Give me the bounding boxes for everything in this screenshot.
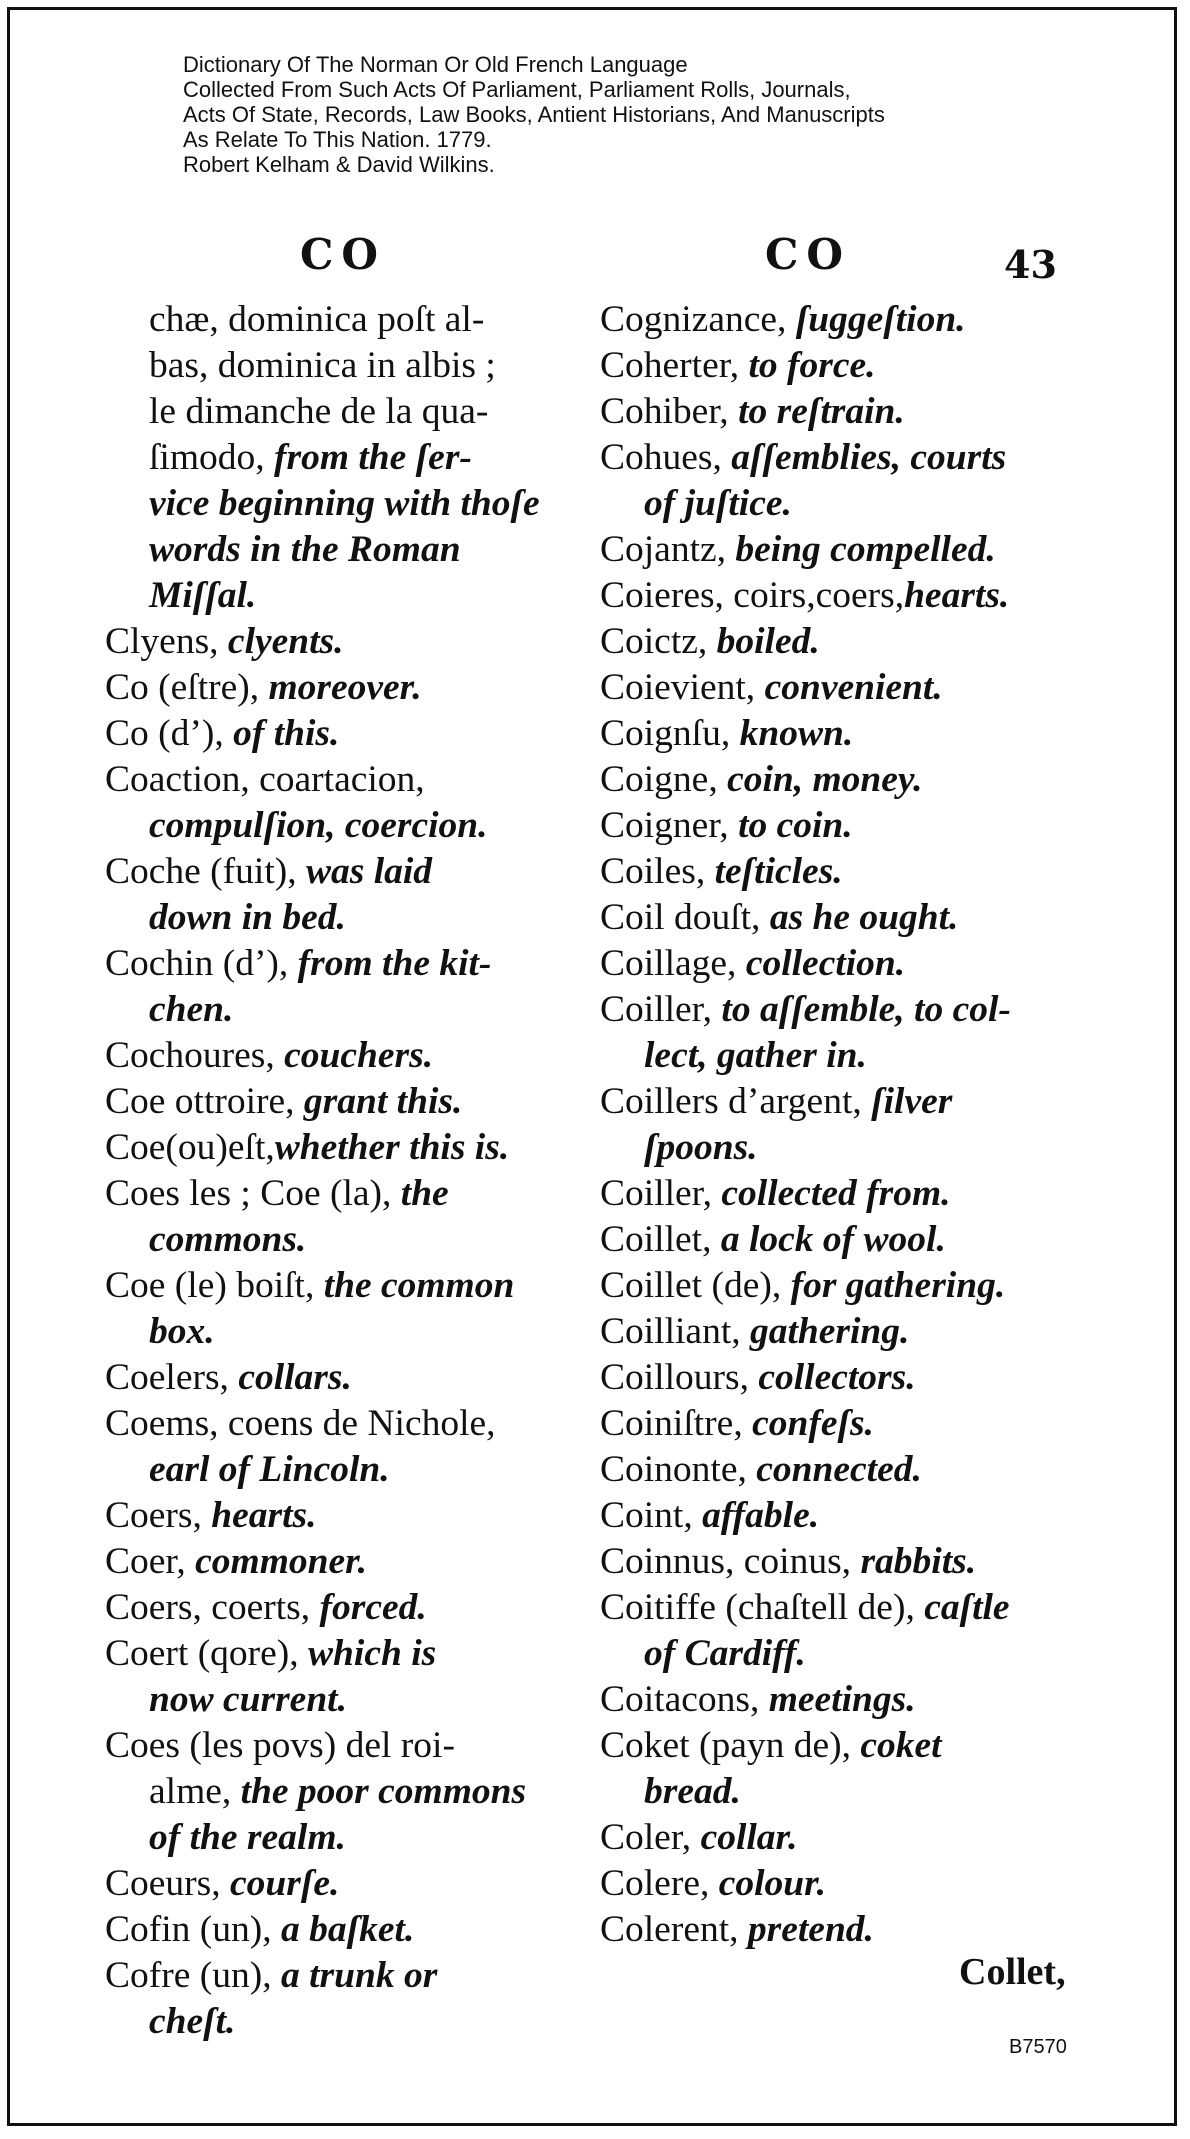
dictionary-line — [600, 1769, 1080, 1815]
definition: was laid — [305, 851, 433, 892]
dictionary-line — [600, 1447, 1080, 1493]
definition: ſuggeſtion. — [795, 299, 966, 340]
page-number: 43 — [1004, 242, 1057, 287]
dictionary-line — [600, 1217, 1080, 1263]
headword: Coinonte, — [600, 1449, 757, 1490]
dictionary-line — [600, 1585, 1080, 1631]
headword: Coiller, — [600, 989, 722, 1030]
definition: compulſion, coercion. — [149, 805, 488, 846]
definition: as he ought. — [769, 897, 959, 938]
headword: Colere, — [600, 1863, 719, 1904]
headword: Coictz, — [600, 621, 717, 662]
headword: Coe ottroire, — [105, 1081, 304, 1122]
dictionary-line — [105, 803, 570, 849]
definition: words in the Roman — [149, 529, 461, 570]
definition: to coin. — [738, 805, 853, 846]
dictionary-line — [105, 1447, 570, 1493]
definition: box. — [149, 1311, 215, 1352]
definition: teſticles. — [714, 851, 843, 892]
header-line: Acts Of State, Records, Law Books, Antient Historians, And Manuscripts — [183, 102, 885, 127]
headword: Co (d’), — [105, 713, 234, 754]
dictionary-line — [105, 1079, 570, 1125]
definition: commons. — [149, 1219, 307, 1260]
definition: lect, gather in. — [644, 1035, 867, 1076]
dictionary-line — [600, 1079, 1080, 1125]
headword: Coaction, coartacion, — [105, 759, 425, 800]
headword: Coillet (de), — [600, 1265, 791, 1306]
definition: to reſtrain. — [738, 391, 905, 432]
dictionary-line — [600, 1125, 1080, 1171]
left-column — [105, 297, 570, 2045]
dictionary-line — [105, 1585, 570, 1631]
dictionary-line — [105, 1493, 570, 1539]
definition: hearts. — [211, 1495, 317, 1536]
headword: Coievient, — [600, 667, 765, 708]
headword: Cofre (un), — [105, 1955, 281, 1996]
definition: to aſſemble, to col- — [721, 989, 1011, 1030]
definition: pretend. — [747, 1909, 874, 1950]
catalog-id: B7570 — [1009, 2036, 1067, 2058]
definition: chen. — [149, 989, 234, 1030]
headword: ſimodo, — [149, 437, 275, 478]
dictionary-line — [105, 1263, 570, 1309]
dictionary-line — [600, 1309, 1080, 1355]
header-line: Collected From Such Acts Of Parliament, Parliament Rolls, Journals, — [183, 77, 851, 102]
headword: Coillet, — [600, 1219, 721, 1260]
dictionary-line — [600, 1401, 1080, 1447]
headword: Coilliant, — [600, 1311, 750, 1352]
dictionary-line — [600, 803, 1080, 849]
definition: Miſſal. — [149, 575, 257, 616]
headword: Cochoures, — [105, 1035, 285, 1076]
dictionary-line — [105, 573, 570, 619]
dictionary-line — [600, 1631, 1080, 1677]
dictionary-line — [105, 895, 570, 941]
headword: Coler, — [600, 1817, 701, 1858]
headword: Coherter, — [600, 345, 749, 386]
dictionary-line — [600, 1033, 1080, 1079]
headword: Cohues, — [600, 437, 732, 478]
definition: collected from. — [721, 1173, 951, 1214]
dictionary-line — [105, 665, 570, 711]
headword: Coinnus, coinus, — [600, 1541, 861, 1582]
definition: bread. — [644, 1771, 741, 1812]
dictionary-line — [105, 481, 570, 527]
headword: Coes les ; Coe (la), — [105, 1173, 401, 1214]
headword: Coigne, — [600, 759, 728, 800]
dictionary-line — [600, 435, 1080, 481]
dictionary-line — [600, 1355, 1080, 1401]
definition: collars. — [238, 1357, 352, 1398]
header-note — [183, 52, 885, 177]
headword: Coieres, coirs,coers, — [600, 575, 905, 616]
definition: affable. — [702, 1495, 820, 1536]
dictionary-line — [105, 1401, 570, 1447]
headword: Coelers, — [105, 1357, 239, 1398]
headword: Coitiffe (chaſtell de), — [600, 1587, 925, 1628]
definition: caſtle — [924, 1587, 1010, 1628]
running-head-right: CO — [765, 230, 852, 279]
dictionary-line — [105, 435, 570, 481]
headword: Coems, coens de Nichole, — [105, 1403, 496, 1444]
definition: a trunk or — [280, 1955, 438, 1996]
definition: of the realm. — [149, 1817, 346, 1858]
dictionary-line — [600, 481, 1080, 527]
dictionary-line — [600, 1861, 1080, 1907]
definition: which is — [308, 1633, 437, 1674]
dictionary-line — [105, 757, 570, 803]
dictionary-line — [600, 1539, 1080, 1585]
definition: colour. — [718, 1863, 827, 1904]
definition: of juſtice. — [644, 483, 792, 524]
definition: vice beginning with thoſe — [149, 483, 540, 524]
definition: a baſket. — [281, 1909, 415, 1950]
definition: for gathering. — [790, 1265, 1006, 1306]
dictionary-line — [600, 1723, 1080, 1769]
dictionary-line — [600, 1263, 1080, 1309]
dictionary-line — [600, 573, 1080, 619]
definition: to force. — [748, 345, 876, 386]
definition: courſe. — [230, 1863, 340, 1904]
definition: rabbits. — [860, 1541, 977, 1582]
headword: Coert (qore), — [105, 1633, 309, 1674]
headword: Coignſu, — [600, 713, 740, 754]
headword: Coiniſtre, — [600, 1403, 753, 1444]
dictionary-line — [600, 849, 1080, 895]
headword: Coe (le) boiſt, — [105, 1265, 324, 1306]
definition: clyents. — [227, 621, 344, 662]
definition: couchers. — [284, 1035, 434, 1076]
definition: ſilver — [871, 1081, 953, 1122]
dictionary-line — [105, 1907, 570, 1953]
dictionary-line — [105, 343, 570, 389]
definition: forced. — [319, 1587, 427, 1628]
definition: now current. — [149, 1679, 347, 1720]
dictionary-line — [600, 895, 1080, 941]
dictionary-line — [105, 1125, 570, 1171]
definition: connected. — [756, 1449, 922, 1490]
definition: down in bed. — [149, 897, 346, 938]
headword: le dimanche de la qua- — [149, 391, 489, 432]
dictionary-line — [600, 1493, 1080, 1539]
definition: being compelled. — [735, 529, 996, 570]
headword: Coers, — [105, 1495, 212, 1536]
headword: Cohiber, — [600, 391, 739, 432]
dictionary-line — [105, 527, 570, 573]
dictionary-line — [105, 1539, 570, 1585]
headword: Coint, — [600, 1495, 703, 1536]
definition: of Cardiff. — [644, 1633, 806, 1674]
headword: Coillours, — [600, 1357, 759, 1398]
dictionary-line — [105, 1999, 570, 2045]
definition: cheſt. — [149, 2001, 236, 2042]
headword: Coe(ou)eſt, — [105, 1127, 275, 1168]
definition: moreover. — [268, 667, 422, 708]
dictionary-line — [600, 757, 1080, 803]
dictionary-line — [600, 1171, 1080, 1217]
dictionary-line — [105, 1769, 570, 1815]
dictionary-line — [105, 1309, 570, 1355]
headword: Coes (les povs) del roi- — [105, 1725, 455, 1766]
definition: of this. — [233, 713, 340, 754]
headword: Cognizance, — [600, 299, 796, 340]
definition: aſſemblies, courts — [731, 437, 1007, 478]
definition: the common — [323, 1265, 515, 1306]
dictionary-line — [600, 297, 1080, 343]
definition: known. — [739, 713, 854, 754]
dictionary-line — [105, 1355, 570, 1401]
definition: coket — [860, 1725, 942, 1766]
dictionary-line — [600, 619, 1080, 665]
definition: hearts. — [904, 575, 1010, 616]
headword: chæ, dominica poſt al- — [149, 299, 485, 340]
headword: Coillers d’argent, — [600, 1081, 872, 1122]
dictionary-line — [105, 1677, 570, 1723]
dictionary-line — [105, 987, 570, 1033]
dictionary-line — [105, 711, 570, 757]
headword: Cochin (d’), — [105, 943, 298, 984]
dictionary-line — [105, 619, 570, 665]
headword: Coil douſt, — [600, 897, 770, 938]
definition: meetings. — [768, 1679, 916, 1720]
dictionary-line — [105, 1171, 570, 1217]
definition: from the ſer- — [274, 437, 472, 478]
definition: convenient. — [764, 667, 943, 708]
dictionary-line — [600, 1677, 1080, 1723]
definition: from the kit- — [297, 943, 492, 984]
dictionary-line — [600, 987, 1080, 1033]
dictionary-line — [105, 1953, 570, 1999]
dictionary-line — [600, 1907, 1080, 1953]
dictionary-line — [105, 1815, 570, 1861]
dictionary-line — [600, 1815, 1080, 1861]
definition: coin, money. — [727, 759, 923, 800]
definition: a lock of wool. — [720, 1219, 946, 1260]
headword: Coer, — [105, 1541, 196, 1582]
header-line: Dictionary Of The Norman Or Old French Language — [183, 52, 688, 77]
headword: Coche (fuit), — [105, 851, 306, 892]
headword: Coillage, — [600, 943, 746, 984]
definition: ſpoons. — [644, 1127, 758, 1168]
headword: Coitacons, — [600, 1679, 769, 1720]
dictionary-line — [600, 711, 1080, 757]
dictionary-line — [105, 1217, 570, 1263]
definition: collar. — [700, 1817, 798, 1858]
right-column — [600, 297, 1080, 1953]
definition: the poor commons — [240, 1771, 527, 1812]
definition: whether this is. — [274, 1127, 510, 1168]
headword: alme, — [149, 1771, 241, 1812]
dictionary-line — [105, 1631, 570, 1677]
dictionary-line — [600, 941, 1080, 987]
headword: bas, dominica in albis ; — [149, 345, 496, 386]
definition: grant this. — [303, 1081, 463, 1122]
headword: Clyens, — [105, 621, 228, 662]
definition: boiled. — [716, 621, 820, 662]
header-line: As Relate To This Nation. 1779. — [183, 127, 492, 152]
dictionary-line — [105, 389, 570, 435]
dictionary-line — [105, 1723, 570, 1769]
dictionary-line — [105, 1861, 570, 1907]
header-line: Robert Kelham & David Wilkins. — [183, 152, 495, 177]
headword: Coigner, — [600, 805, 739, 846]
definition: the — [400, 1173, 449, 1214]
headword: Coket (payn de), — [600, 1725, 861, 1766]
catchword: Collet, — [959, 1951, 1066, 1993]
dictionary-line — [600, 343, 1080, 389]
running-head-left: CO — [300, 230, 387, 279]
dictionary-line — [105, 849, 570, 895]
dictionary-line — [105, 941, 570, 987]
dictionary-line — [600, 389, 1080, 435]
headword: Coiller, — [600, 1173, 722, 1214]
headword: Co (eſtre), — [105, 667, 269, 708]
definition: collection. — [745, 943, 906, 984]
definition: collectors. — [758, 1357, 916, 1398]
dictionary-line — [105, 297, 570, 343]
definition: confeſs. — [752, 1403, 874, 1444]
headword: Colerent, — [600, 1909, 748, 1950]
headword: Coers, coerts, — [105, 1587, 320, 1628]
headword: Coiles, — [600, 851, 715, 892]
headword: Coeurs, — [105, 1863, 230, 1904]
definition: gathering. — [750, 1311, 910, 1352]
dictionary-line — [600, 665, 1080, 711]
definition: commoner. — [195, 1541, 368, 1582]
headword: Cojantz, — [600, 529, 736, 570]
headword: Cofin (un), — [105, 1909, 282, 1950]
definition: earl of Lincoln. — [149, 1449, 390, 1490]
dictionary-line — [105, 1033, 570, 1079]
dictionary-line — [600, 527, 1080, 573]
